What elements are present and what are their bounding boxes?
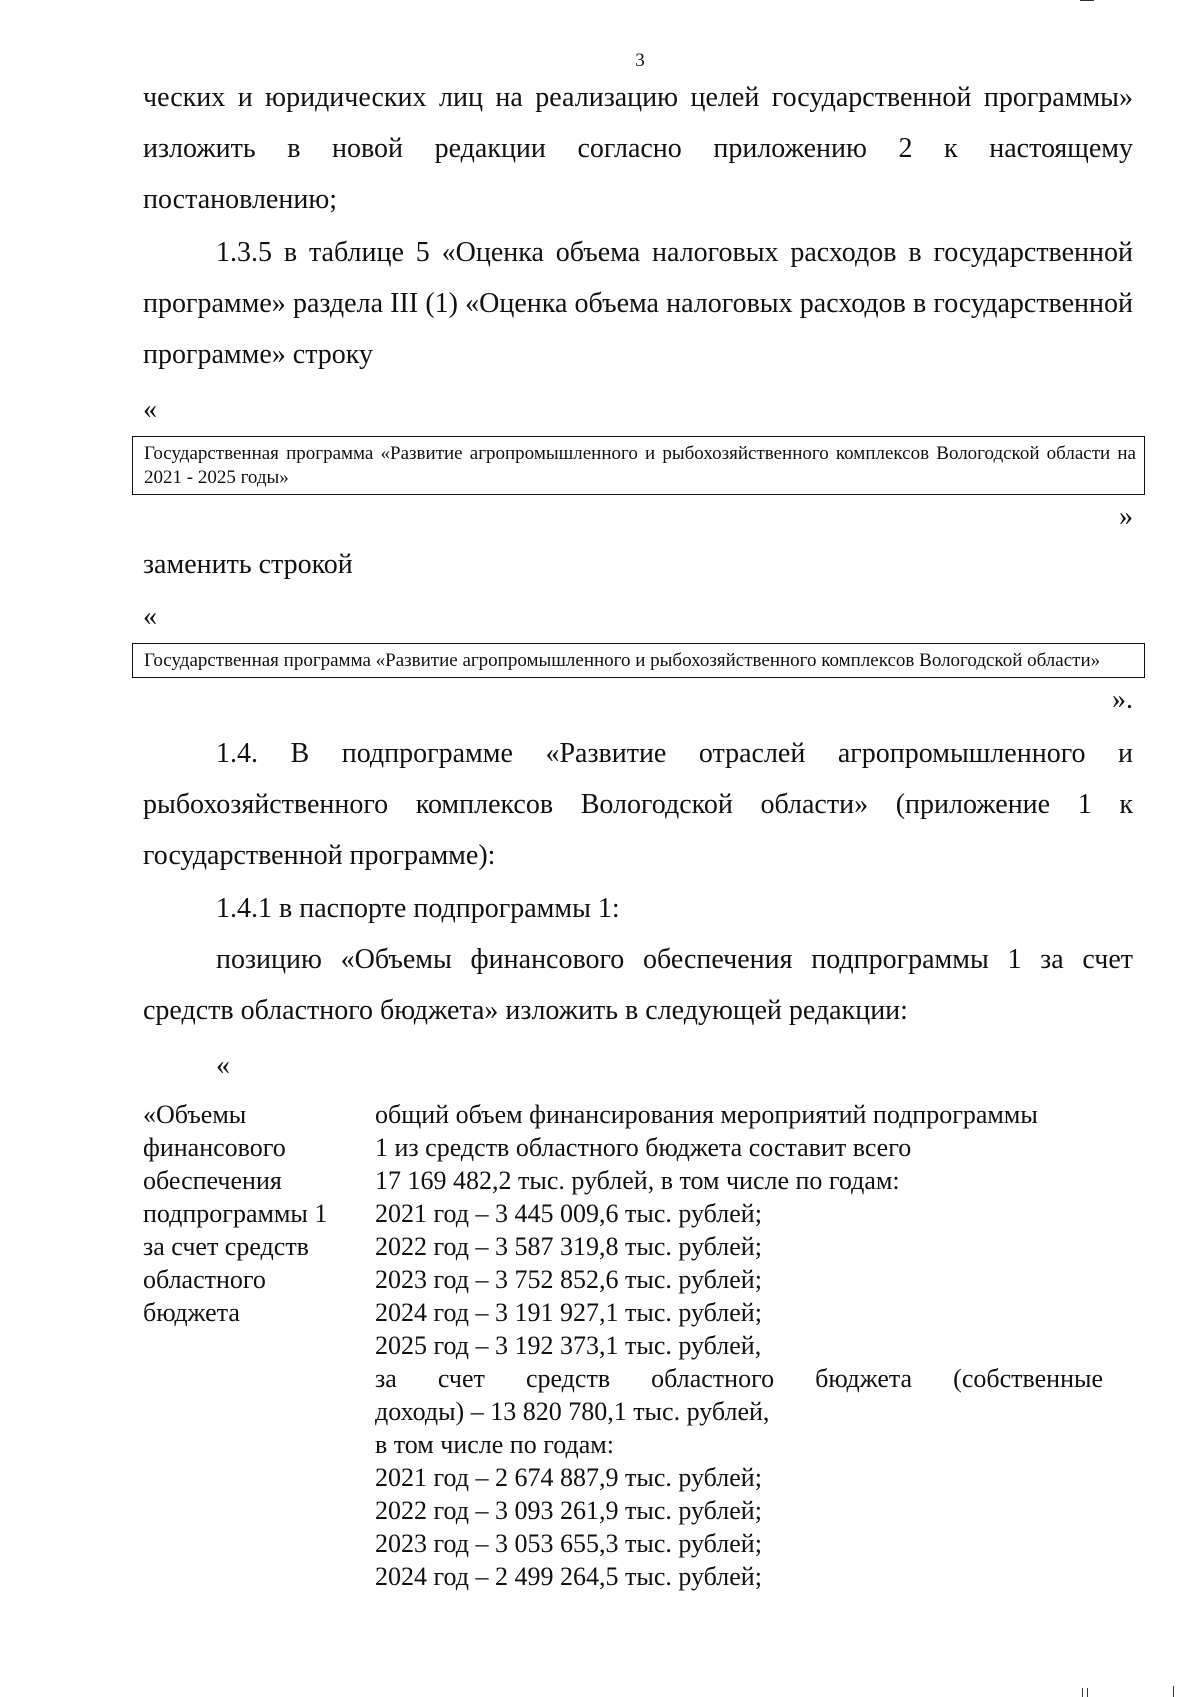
program-row-new: Государственная программа «Развитие агропромышленного и рыбохозяйственного комплексов Вологодской области» (132, 643, 1145, 678)
label-line: «Объемы (143, 1100, 247, 1129)
value-line-own-revenue: за счет средств областного бюджета (собственные (375, 1364, 1103, 1393)
label-line: за счет средств (143, 1232, 309, 1261)
paragraph-1-3-5: 1.3.5 в таблице 5 «Оценка объема налоговых расходов в государственной программе» раздела III (1) «Оценка объема налоговых расходов в государственной программе» строку (143, 237, 1133, 370)
value-line-2024: 2024 год – 3 191 927,1 тыс. рублей; (375, 1298, 762, 1327)
value-line: в том числе по годам: (375, 1430, 614, 1459)
value-line-2021: 2021 год – 3 445 009,6 тыс. рублей; (375, 1199, 762, 1228)
own-revenue-2024: 2024 год – 2 499 264,5 тыс. рублей; (375, 1562, 762, 1591)
close-quote-1: » (1119, 501, 1133, 532)
page-number: 3 (635, 50, 645, 71)
label-line: финансового (143, 1133, 286, 1162)
document-body (143, 72, 1136, 1593)
open-quote-2: « (143, 601, 157, 632)
scan-edge-mark (1082, 1688, 1083, 1697)
label-line: бюджета (143, 1298, 240, 1327)
value-line: 1 из средств областного бюджета составит всего (375, 1133, 912, 1162)
own-revenue-2022: 2022 год – 3 093 261,9 тыс. рублей; (375, 1496, 762, 1525)
value-line-2025: 2025 год – 3 192 373,1 тыс. рублей, (375, 1331, 762, 1360)
value-line-2022: 2022 год – 3 587 319,8 тыс. рублей; (375, 1232, 762, 1261)
replace-instruction: заменить строкой (143, 549, 353, 580)
open-quote-1: « (143, 394, 157, 425)
close-quote-2: ». (1112, 684, 1133, 715)
financing-table-value-column (375, 1098, 1103, 1593)
scan-edge-mark (1080, 0, 1094, 1)
label-line: областного (143, 1265, 266, 1294)
label-line: подпрограммы 1 (143, 1199, 328, 1228)
paragraph-1-4: 1.4. В подпрограмме «Развитие отраслей агропромышленного и рыбохозяйственного комплексов Вологодской области» (приложение 1 к государственной программе): (143, 738, 1133, 871)
scan-edge-mark (1173, 1686, 1174, 1697)
paragraph-1-4-1: 1.4.1 в паспорте подпрограммы 1: (216, 893, 620, 924)
value-line: доходы) – 13 820 780,1 тыс. рублей, (375, 1397, 770, 1426)
program-row-old: Государственная программа «Развитие агропромышленного и рыбохозяйственного комплексов Вологодской области на 2021 - 2025 годы» (132, 436, 1145, 495)
open-quote-3: « (216, 1050, 230, 1081)
value-line-2023: 2023 год – 3 752 852,6 тыс. рублей; (375, 1265, 762, 1294)
label-line: обеспечения (143, 1166, 282, 1195)
own-revenue-2021: 2021 год – 2 674 887,9 тыс. рублей; (375, 1463, 762, 1492)
value-line: общий объем финансирования мероприятий подпрограммы (375, 1100, 1038, 1129)
scan-edge-mark (1087, 1688, 1088, 1697)
paragraph-position: позицию «Объемы финансового обеспечения подпрограммы 1 за счет средств областного бюджета» изложить в следующей редакции: (143, 944, 1133, 1026)
financing-table (143, 1098, 1133, 1593)
paragraph-continuation: ческих и юридических лиц на реализацию целей государственной программы» изложить в новой редакции согласно приложению 2 к настоящему постановлению; (143, 82, 1133, 215)
financing-table-label-column (143, 1098, 375, 1593)
value-line: 17 169 482,2 тыс. рублей, в том числе по годам: (375, 1166, 900, 1195)
own-revenue-2023: 2023 год – 3 053 655,3 тыс. рублей; (375, 1529, 762, 1558)
